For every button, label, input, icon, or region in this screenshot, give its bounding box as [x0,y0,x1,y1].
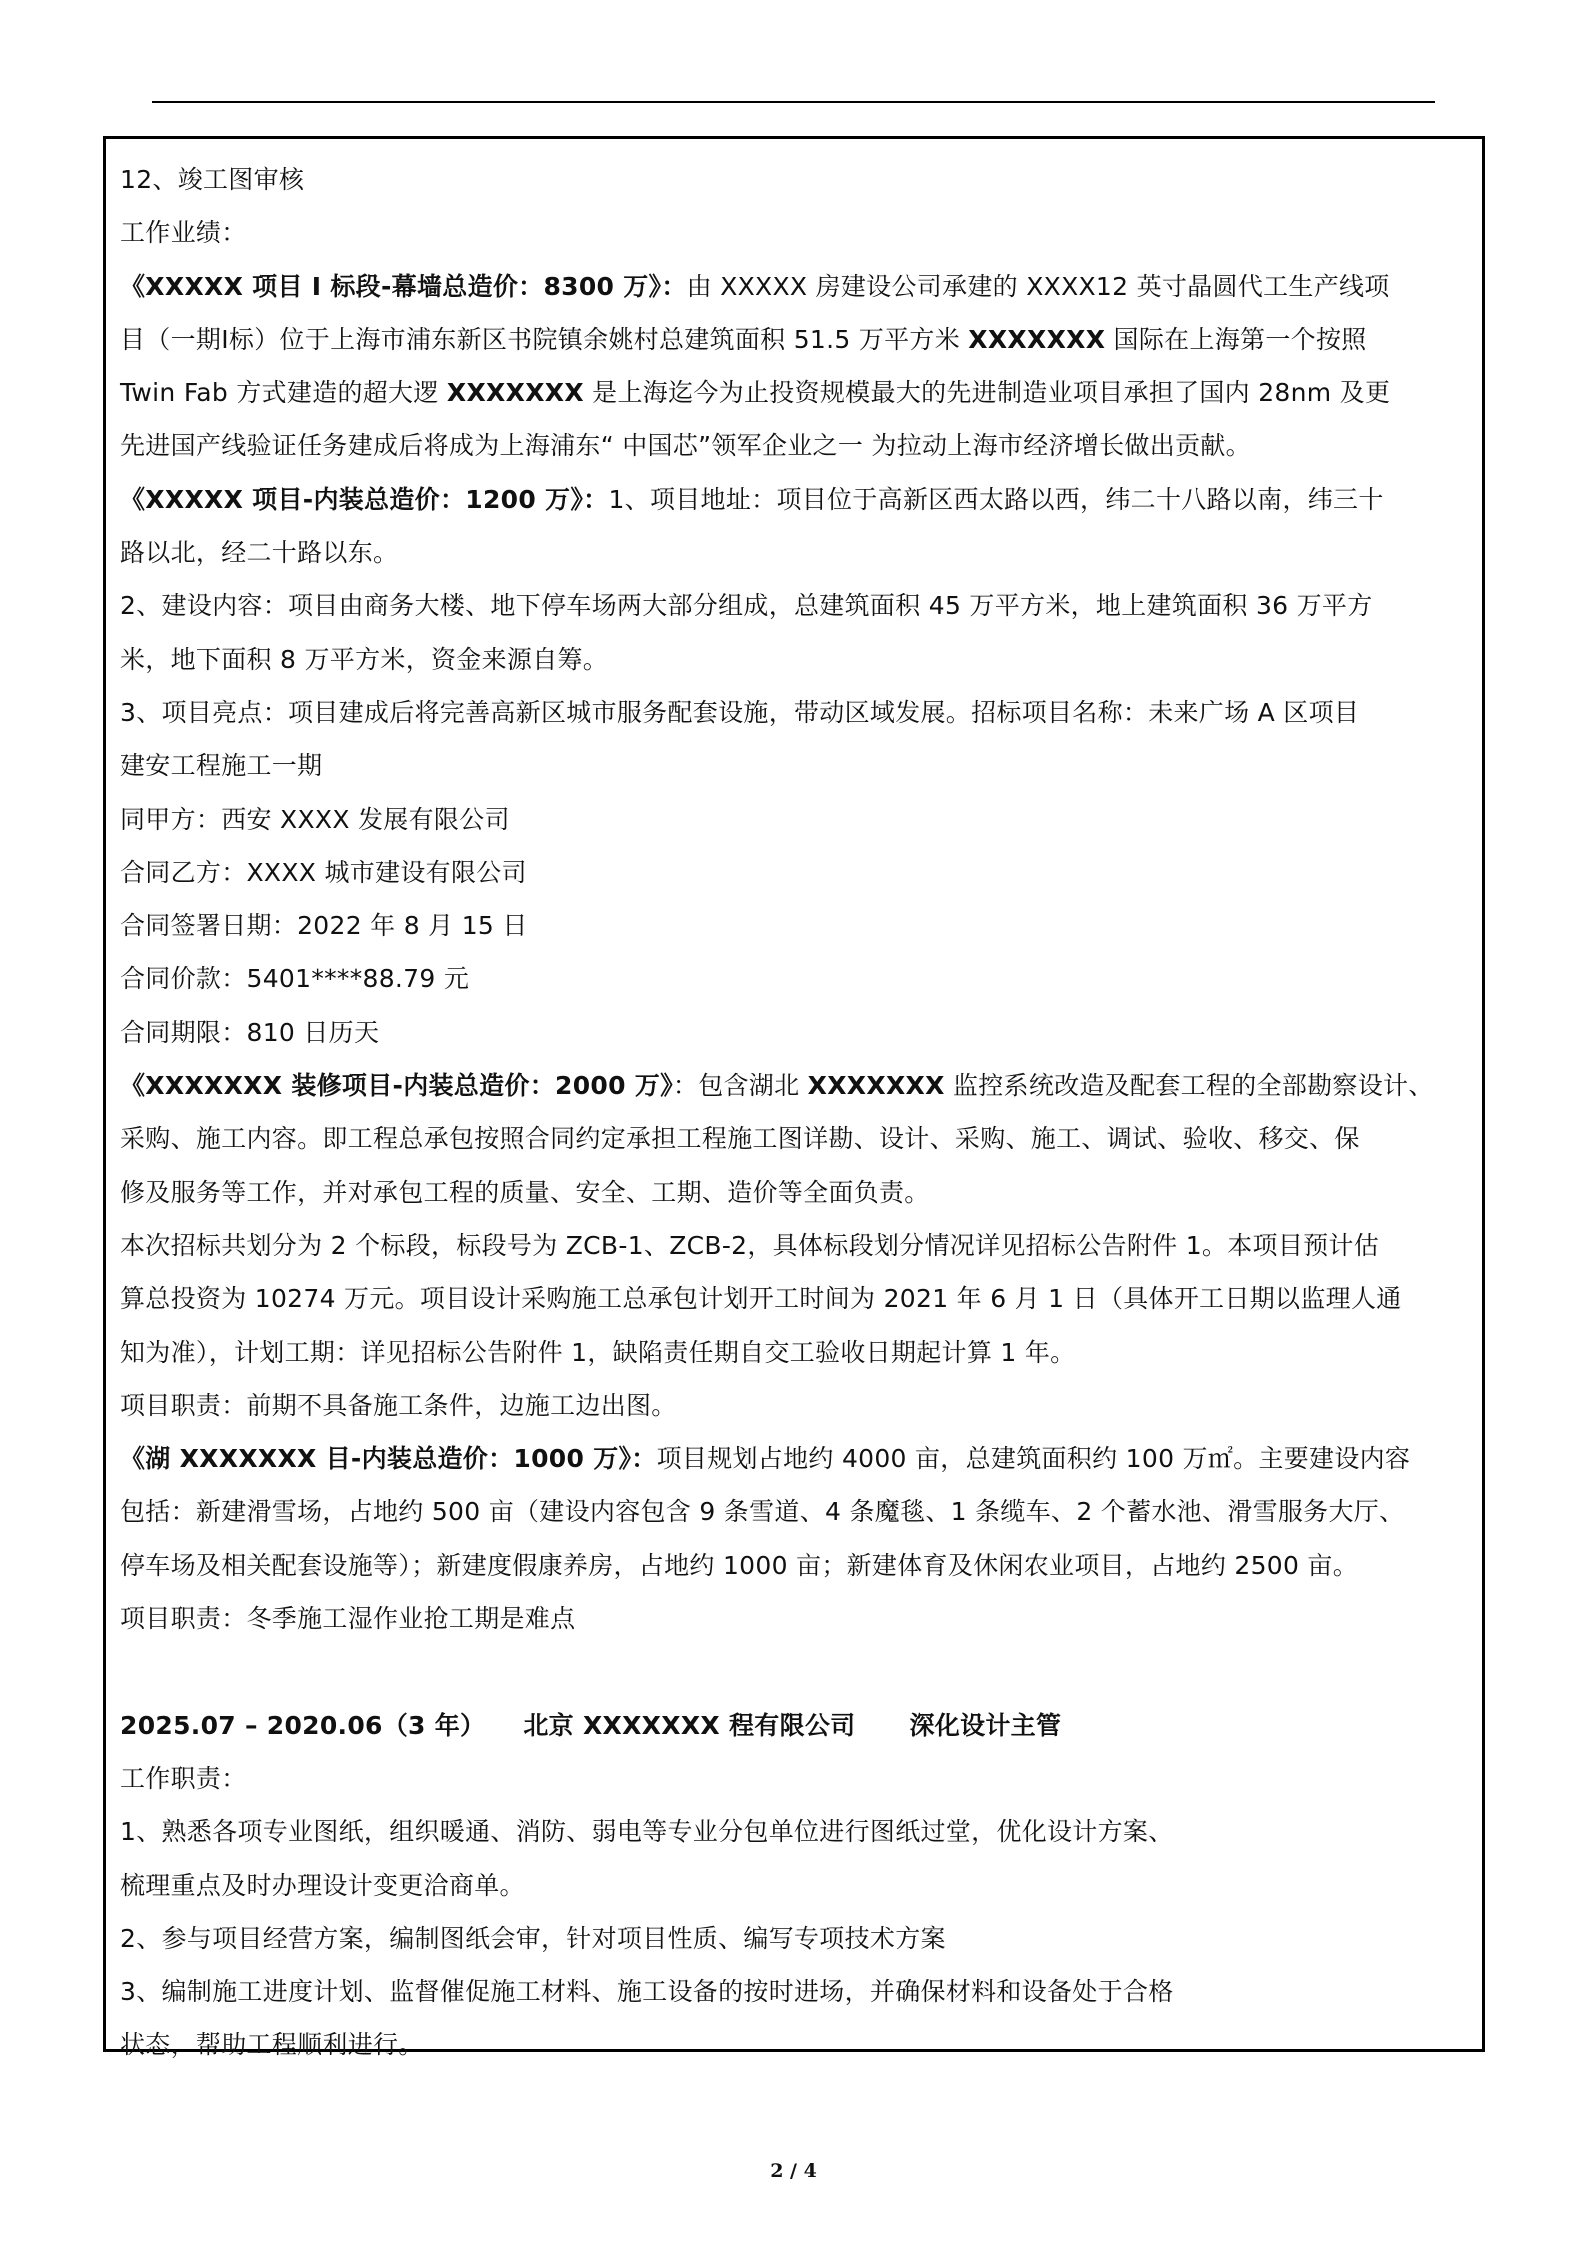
project-line [120,1432,1466,1485]
text-line [120,313,1466,366]
text-line: 3、编制施工进度计划、监督催促施工材料、施工设备的按时进场，并确保材料和设备处于合格 [120,1977,1174,2007]
project-title: 《XXXXX 项目 I 标段-幕墙总造价：8300 万》： [120,271,687,301]
text-line: 建安工程施工一期 [120,751,323,781]
text-span: 是上海迄今为止投资规模最大的先进制造业项目承担了国内 28nm 及更 [583,378,1391,408]
job-company: 北京 XXXXXXX 程有限公司 [523,1710,856,1740]
text-line: 项目职责：冬季施工湿作业抢工期是难点 [120,1604,576,1634]
text-line: 包括：新建滑雪场，占地约 500 亩（建设内容包含 9 条雪道、4 条魔毯、1 条缆车、2 个蓄水池、滑雪服务大厅、 [120,1497,1405,1527]
text-line: 停车场及相关配套设施等）；新建度假康养房，占地约 1000 亩；新建体育及休闲农业项目，占地约 2500 亩。 [120,1550,1359,1580]
job-period: 2025.07 – 2020.06（3 年） [120,1710,486,1740]
text-line: 12、竣工图审核 [120,165,305,194]
text-line: 状态，帮助工程顺利进行。 [120,2030,424,2060]
text-line: 先进国产线验证任务建成后将成为上海浦东“ 中国芯”领军企业之一 为拉动上海市经济增长做出贡献。 [120,431,1251,461]
text-span: Twin Fab 方式建造的超大逻 [120,378,447,408]
text-line: 算总投资为 10274 万元。项目设计采购施工总承包计划开工时间为 2021 年 6 月 1 日（具体开工日期以监理人通 [120,1284,1402,1314]
bold-span: XXXXXXX [446,378,584,408]
header-rule [152,101,1435,103]
project-title: 《XXXXXXX 装修项目-内装总造价：2000 万》 [120,1071,673,1101]
text-line: 采购、施工内容。即工程总承包按照合同约定承担工程施工图详勘、设计、采购、施工、调试、验收、移交、保 [120,1124,1360,1154]
text-line: 工作业绩： [120,218,247,248]
bold-span: XXXXXXX [807,1071,945,1101]
text-line: 合同价款：5401****88.79 元 [120,964,470,994]
text-span: 目（一期I标）位于上海市浦东新区书院镇余姚村总建筑面积 51.5 万平方米 [120,324,969,354]
bold-span: XXXXXXX [968,324,1106,354]
text-line: 1、熟悉各项专业图纸，组织暖通、消防、弱电等专业分包单位进行图纸过堂，优化设计方案、 [120,1817,1174,1847]
project-text: 1、项目地址：项目位于高新区西太路以西，纬二十八路以南，纬三十 [608,484,1384,514]
project-line [120,473,1466,526]
text-line: 同甲方：西安 XXXX 发展有限公司 [120,804,510,834]
text-line: 工作职责： [120,1763,247,1793]
page-number: 2 / 4 [770,2160,817,2182]
text-span: ：包含湖北 [672,1071,808,1101]
text-span: 国际在上海第一个按照 [1105,324,1367,354]
text-line [120,366,1466,419]
text-line: 梳理重点及时办理设计变更洽商单。 [120,1870,525,1900]
job-heading [120,1699,1466,1752]
text-line: 路以北，经二十路以东。 [120,538,399,568]
text-line: 本次招标共划分为 2 个标段，标段号为 ZCB-1、ZCB-2，具体标段划分情况详见招标公告附件 1。本项目预计估 [120,1230,1380,1260]
content-frame [103,136,1485,2060]
text-line: 合同签署日期：2022 年 8 月 15 日 [120,911,528,941]
text-span: 监控系统改造及配套工程的全部勘察设计、 [944,1071,1434,1101]
project-text: 项目规划占地约 4000 亩，总建筑面积约 100 万㎡。主要建设内容 [656,1444,1411,1474]
project-line [120,260,1466,313]
project-line [120,1059,1466,1112]
text-line: 2、参与项目经营方案，编制图纸会审，针对项目性质、编写专项技术方案 [120,1923,946,1953]
text-line: 修及服务等工作，并对承包工程的质量、安全、工期、造价等全面负责。 [120,1177,930,1207]
project-title: 《湖 XXXXXXX 目-内装总造价：1000 万》： [120,1444,657,1474]
text-line: 2、建设内容：项目由商务大楼、地下停车场两大部分组成，总建筑面积 45 万平方米，地上建筑面积 36 万平方 [120,591,1373,621]
text-line: 项目职责：前期不具备施工条件，边施工边出图。 [120,1390,677,1420]
project-title: 《XXXXX 项目-内装总造价：1200 万》： [120,484,609,514]
project-text: 由 XXXXX 房建设公司承建的 XXXX12 英寸晶圆代工生产线项 [686,271,1390,301]
job-role: 深化设计主管 [909,1710,1062,1740]
text-line: 合同乙方：XXXX 城市建设有限公司 [120,857,527,887]
text-line: 合同期限：810 日历天 [120,1017,380,1047]
text-line: 3、项目亮点：项目建成后将完善高新区城市服务配套设施，带动区域发展。招标项目名称：未来广场 A 区项目 [120,697,1360,727]
text-line: 米，地下面积 8 万平方米，资金来源自筹。 [120,644,609,674]
spacer [120,1645,1466,1698]
text-line: 知为准），计划工期：详见招标公告附件 1，缺陷责任期自交工验收日期起计算 1 年。 [120,1337,1076,1367]
